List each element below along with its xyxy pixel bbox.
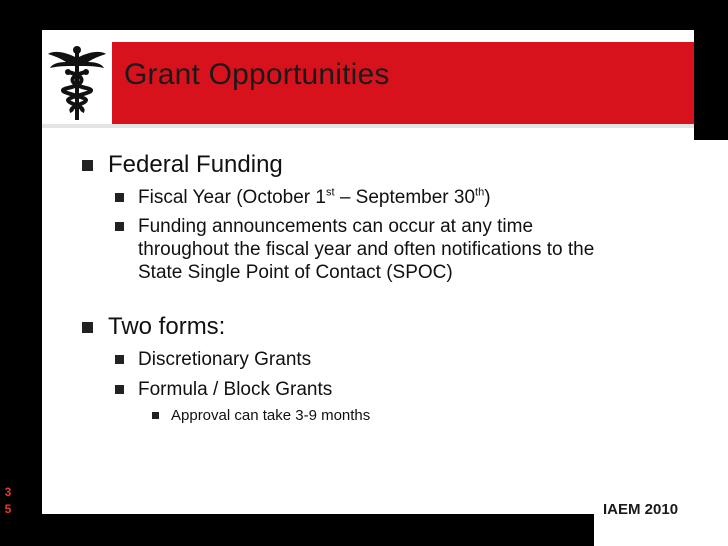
- fiscal-year-text-middle: – September 30: [334, 187, 476, 208]
- bullet-icon: [115, 222, 124, 231]
- sub-bullet-fiscal-year: [76, 186, 692, 209]
- page-number-digit-1: 3: [4, 485, 12, 499]
- sub-sub-bullet-approval: [76, 406, 692, 426]
- slide-content: [76, 150, 692, 426]
- bullet-icon: [82, 322, 93, 333]
- bullet-icon: [115, 355, 124, 364]
- sub-bullet-formula-block: [76, 378, 692, 401]
- frame-left: [0, 0, 42, 546]
- page-number-digit-2: 5: [4, 502, 12, 516]
- superscript-th: th: [475, 186, 485, 199]
- frame-bottom: [0, 514, 594, 546]
- bullet-federal-funding: [76, 150, 692, 180]
- sub-bullet-announcements: [76, 215, 692, 284]
- bullet-label: Federal Funding: [108, 151, 283, 178]
- frame-right: [694, 30, 728, 140]
- formula-block-text: Formula / Block Grants: [138, 379, 333, 400]
- caduceus-icon: [46, 44, 108, 122]
- slide-title: Grant Opportunities: [124, 58, 390, 91]
- discretionary-text: Discretionary Grants: [138, 349, 312, 370]
- superscript-st: st: [325, 186, 335, 199]
- fiscal-year-text-suffix: ): [484, 187, 491, 208]
- frame-top: [0, 0, 728, 30]
- fiscal-year-text: Fiscal Year (October 1: [138, 187, 326, 208]
- bullet-icon: [115, 193, 124, 202]
- bullet-label: Two forms:: [108, 313, 226, 340]
- approval-text: Approval can take 3-9 months: [171, 407, 371, 424]
- announcements-line-1: Funding announcements can occur at any time: [138, 216, 534, 237]
- announcements-line-3: State Single Point of Contact (SPOC): [138, 262, 453, 283]
- bullet-icon: [82, 160, 93, 171]
- sub-bullet-discretionary: [76, 348, 692, 371]
- title-underline: [42, 124, 694, 128]
- announcements-line-2: throughout the fiscal year and often notifications to the: [138, 239, 595, 260]
- bullet-two-forms: [76, 312, 692, 342]
- bullet-icon: [115, 385, 124, 394]
- page-number: [0, 484, 16, 518]
- footer-label: IAEM 2010: [603, 501, 679, 518]
- bullet-icon: [152, 412, 159, 419]
